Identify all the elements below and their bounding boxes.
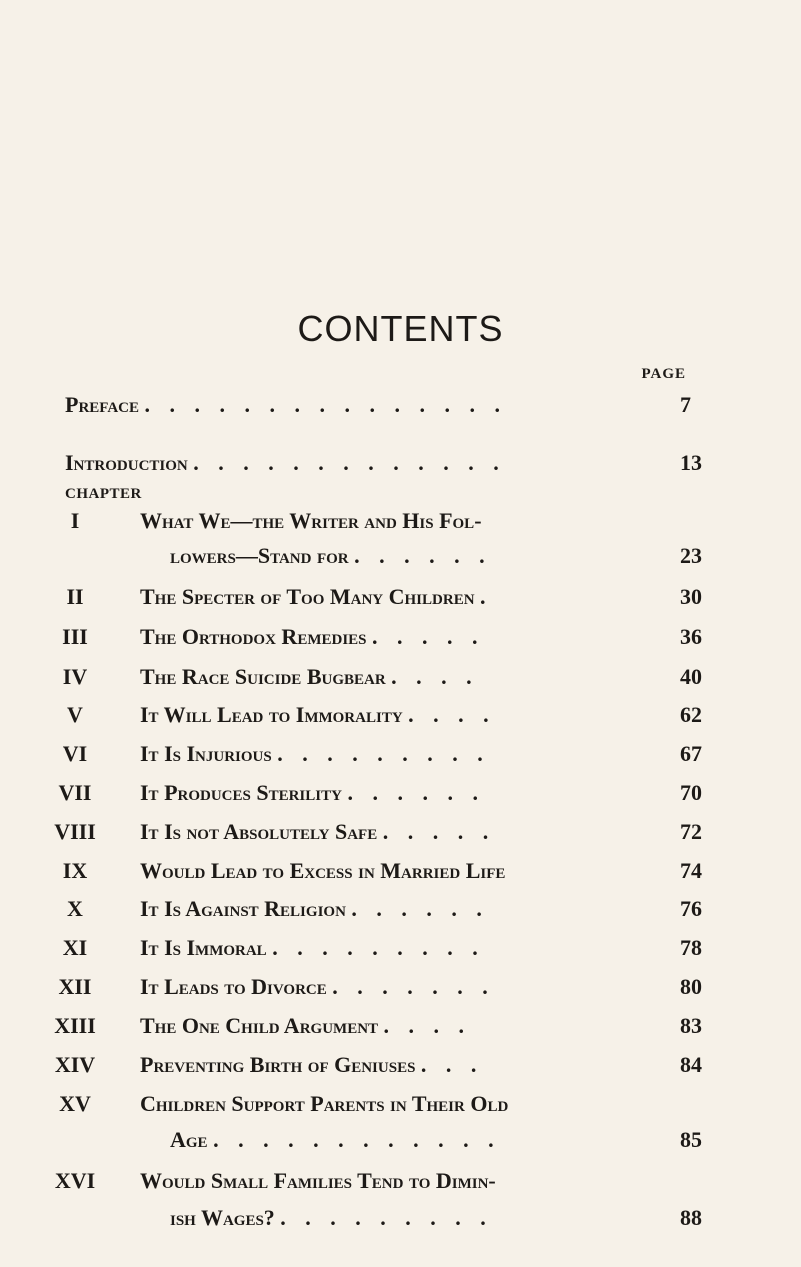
chapter-number: VII <box>58 780 92 805</box>
chapter-number: XIII <box>54 1013 96 1038</box>
leader-dots: . . . . . . <box>347 780 485 805</box>
entry-title: The One Child Argument <box>140 1013 379 1038</box>
leader-dots: . . . . <box>408 702 496 727</box>
entry-title: The Specter of Too Many Children <box>140 584 475 609</box>
leader-dots: . . . . . . . . . <box>272 935 485 960</box>
toc-entry-line2 <box>170 541 492 571</box>
page-number: 74 <box>680 858 702 883</box>
page-number: 62 <box>680 702 702 727</box>
chapter-number: VI <box>62 741 88 766</box>
leader-dots: . . . . . . . . . <box>280 1205 493 1230</box>
entry-title: The Race Suicide Bugbear <box>140 664 386 689</box>
page-number: 78 <box>680 935 702 960</box>
page-column-header: PAGE <box>641 366 686 382</box>
leader-dots: . . . . . . . <box>332 974 495 999</box>
chapter-number: XV <box>59 1091 91 1116</box>
leader-dots: . . . . <box>383 1013 472 1038</box>
toc-entry <box>140 972 495 1002</box>
leader-dots: . <box>480 584 493 609</box>
page-number: 88 <box>680 1205 702 1230</box>
page-number: 67 <box>680 741 702 766</box>
entry-title: Would Lead to Excess in Married Life <box>140 858 506 883</box>
page-title: CONTENTS <box>297 308 504 349</box>
toc-entry <box>140 622 485 652</box>
page-number: 70 <box>680 780 702 805</box>
toc-entry <box>140 1050 483 1080</box>
page-number: 84 <box>680 1052 702 1077</box>
chapter-number: X <box>67 896 83 921</box>
toc-entry <box>140 856 505 886</box>
toc-entry <box>140 662 479 692</box>
chapter-column-header: CHAPTER <box>65 486 142 502</box>
page-number: 85 <box>680 1127 702 1152</box>
leader-dots: . . . . <box>391 664 479 689</box>
leader-dots: . . . . . <box>382 819 496 844</box>
page-number: 72 <box>680 819 702 844</box>
entry-title: It Is Immoral <box>140 935 267 960</box>
leader-dots: . . . <box>420 1052 484 1077</box>
entry-title: Preface <box>65 392 139 417</box>
page-number: 76 <box>680 896 702 921</box>
chapter-number: IV <box>62 664 88 689</box>
page-number: 80 <box>680 974 702 999</box>
toc-entry <box>140 700 496 730</box>
toc-entry <box>140 739 490 769</box>
chapter-number: XIV <box>54 1052 96 1077</box>
leader-dots: . . . . . <box>372 624 485 649</box>
toc-entry-line2 <box>170 1125 501 1155</box>
entry-title: The Orthodox Remedies <box>140 624 367 649</box>
entry-title: It Is Against Religion <box>140 896 346 921</box>
toc-entry <box>140 582 493 612</box>
entry-title: Age <box>170 1127 208 1152</box>
toc-entry <box>140 1011 471 1041</box>
entry-title: It Will Lead to Immorality <box>140 702 403 727</box>
toc-entry <box>140 817 495 847</box>
chapter-number: II <box>66 584 84 609</box>
entry-title: Introduction <box>65 450 188 475</box>
chapter-number: III <box>62 624 88 649</box>
leader-dots: . . . . . . . . . . . . . . . <box>144 392 507 417</box>
entry-title: It Is Injurious <box>140 741 272 766</box>
chapter-number: XI <box>62 935 88 960</box>
leader-dots: . . . . . . <box>351 896 489 921</box>
toc-entry <box>140 933 485 963</box>
chapter-number: V <box>67 702 83 727</box>
leader-dots: . . . . . . . . . . . . . <box>193 450 506 475</box>
leader-dots: . . . . . . . . . . . . <box>213 1127 501 1152</box>
toc-entry-line1: Children Support Parents in Their Old <box>140 1091 509 1116</box>
toc-entry-preface <box>65 390 507 420</box>
toc-entry-line2 <box>170 1203 493 1233</box>
page-number: 7 <box>680 392 691 417</box>
chapter-number: VIII <box>54 819 96 844</box>
page-number: 40 <box>680 664 702 689</box>
chapter-number: IX <box>62 858 88 883</box>
chapter-number: XII <box>58 974 92 999</box>
toc-entry-introduction <box>65 448 506 478</box>
chapter-number: I <box>70 508 80 533</box>
page-number: 36 <box>680 624 702 649</box>
page-number: 83 <box>680 1013 702 1038</box>
entry-title: It Leads to Divorce <box>140 974 327 999</box>
page-number: 13 <box>680 450 702 475</box>
entry-title: ish Wages? <box>170 1205 275 1230</box>
toc-entry-line1: Would Small Families Tend to Dimin- <box>140 1168 496 1193</box>
entry-title: lowers—Stand for <box>170 543 349 568</box>
leader-dots: . . . . . . <box>354 543 492 568</box>
entry-title: It Is not Absolutely Safe <box>140 819 378 844</box>
page-number: 23 <box>680 543 702 568</box>
leader-dots: . . . . . . . . . <box>277 741 490 766</box>
toc-entry <box>140 894 489 924</box>
chapter-number: XVI <box>54 1168 96 1193</box>
entry-title: It Produces Sterility <box>140 780 342 805</box>
entry-title: Preventing Birth of Geniuses <box>140 1052 416 1077</box>
toc-entry-line1: What We—the Writer and His Fol- <box>140 508 482 533</box>
page-number: 30 <box>680 584 702 609</box>
toc-entry <box>140 778 485 808</box>
